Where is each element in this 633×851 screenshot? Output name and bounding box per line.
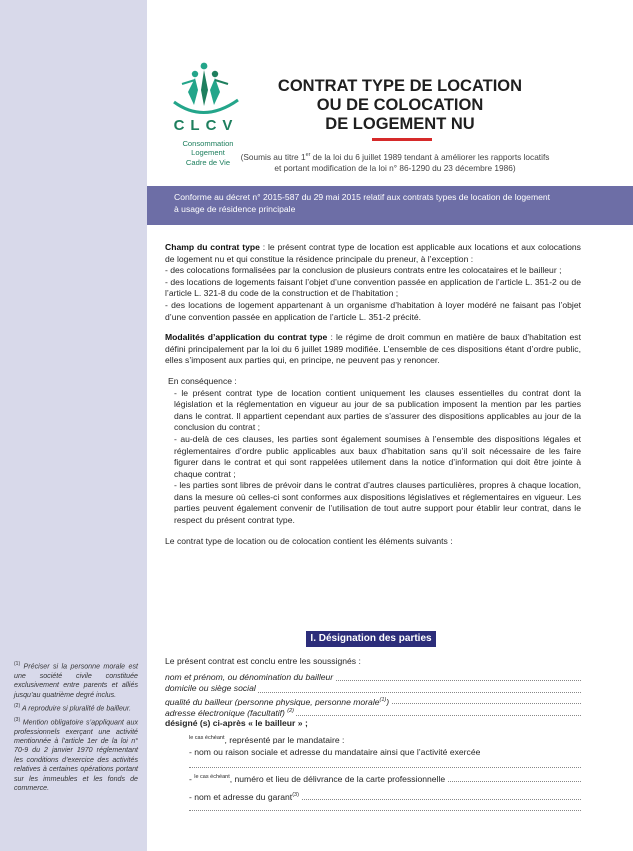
consequence-item: - les parties sont libres de prévoir dans le contrat d’autres clauses particulières, propres à chaque location, dans la mesure où celles-ci sont conformes aux dispositions législatives et réglementaires en vigueur. Les parties peuvent également convenir de l’utilisation de tout autre support pour établir leur contrat, dans le respect du présent contrat type. — [174, 480, 581, 526]
document-title: CONTRAT TYPE DE LOCATION OU DE COLOCATION DE LOGEMENT NU — [277, 77, 523, 133]
bailleur-domicile-field[interactable]: domicile ou siège social — [165, 683, 581, 695]
left-sidebar — [0, 0, 147, 851]
footnote-1: $^{(1)}$ Préciser si la personne morale est une société civile constituée exclusivement entre parents et alliés jusqu’au quatrième degré inclus. — [14, 661, 138, 699]
logo-tagline: Consommation Logement Cadre de Vie — [182, 139, 234, 167]
bailleur-name-field[interactable]: nom et prénom, ou dénomination du bailleur — [165, 672, 581, 684]
consequence-item: - au-delà de ces clauses, les parties sont également soumises à l’ensemble des dispositions légales et réglementaires d’ordre public applicables aux baux d’habitation sans qu’il soit nécessaire de les faire figurer dans le contrat et qui sont rappelées utilement dans la notice d’information qui doit être jointe à chaque contrat ; — [174, 433, 581, 479]
footnote-2: $^{(2)}$ A reproduire si pluralité de bailleur. — [14, 702, 131, 713]
footnote-3: $^{(3)}$ Mention obligatoire s’appliquant aux professionnels exerçant une activité mentionnée à l’article 1er de la loi n° 70-9 du 2 janvier 1970 réglementant les conditions d’exercice des activités relatives à certaines opérations portant sur les immeubles et les fonds de commerce. — [14, 716, 138, 792]
champ-item: - des locations de logements faisant l’objet d’une convention passée en application de l’article L. 351-2 ou de l’article L. 321-8 du code de la construction et de l’habitation ; — [165, 276, 581, 299]
parties-form — [165, 656, 581, 813]
consequence-intro: En conséquence : — [168, 375, 237, 386]
carte-field[interactable]: - $^{le cas échéant}$, numéro et lieu de délivrance de la carte professionnelle — [165, 772, 581, 784]
footnotes — [14, 660, 138, 795]
garant-dotted-line[interactable] — [189, 802, 581, 814]
mandataire-dotted-line[interactable] — [189, 759, 581, 771]
designe-line: désigné (s) ci-après « le bailleur » ; — [165, 717, 308, 728]
elements-line: Le contrat type de location ou de colocation contient les éléments suivants : — [165, 535, 453, 546]
bailleur-qualite-field[interactable]: qualité du bailleur (personne physique, personne morale$^{(1)}$) — [165, 695, 581, 707]
main-text — [165, 242, 581, 547]
champ-item: - des locations de logement appartenant à un organisme d’habitation à loyer modéré ne faisant pas l’objet d’une convention passée en application de l’article L. 351-2 précité. — [165, 299, 581, 322]
title-underline — [372, 138, 432, 141]
modalites-paragraph: Modalités d’application du contrat type : le régime de droit commun en matière de baux d’habitation est défini principalement par la loi du 6 juillet 1989 modifiée. L’ensemble de ces dispositions étant d’ordre public, elles s’imposent aux parties qui, en principe, ne peuvent pas y renoncer. — [165, 332, 581, 366]
champ-paragraph: Champ du contrat type : le présent contrat type de location est applicable aux locations et aux colocations de logement nu et qui constitue la résidence principale du preneur, à l’exception : — [165, 242, 581, 264]
section-heading: I. Désignation des parties — [306, 631, 436, 647]
bailleur-email-field[interactable]: adresse électronique (facultatif) $^{(2)}$ — [165, 706, 581, 718]
decree-banner: Conforme au décret n° 2015-587 du 29 mai 2015 relatif aux contrats types de location de logement à usage de résidence principale — [147, 186, 633, 225]
represente-line: $^{le cas échéant}$, représenté par le mandataire : — [189, 734, 345, 745]
form-intro: Le présent contrat est conclu entre les soussignés : — [165, 656, 361, 666]
clcv-emblem-icon — [168, 60, 244, 116]
logo-letters: CLCV — [173, 117, 239, 134]
garant-field[interactable]: - nom et adresse du garant$^{(3)}$ — [165, 790, 581, 802]
champ-item: - des colocations formalisées par la conclusion de plusieurs contrats entre les colocataires et le bailleur ; — [165, 265, 562, 276]
mandataire-field[interactable]: - nom ou raison sociale et adresse du mandataire ainsi que l’activité exercée — [189, 747, 481, 758]
consequence-item: - le présent contrat type de location contient uniquement les clauses essentielles du contrat dont la législation et la réglementation en vigueur au jour de sa publication imposent la mention par les parties dans le contrat. Il appartient cependant aux parties de s’assurer des dispositions applicables au jour de la conclusion du contrat ; — [174, 387, 581, 433]
document-subtitle: (Soumis au titre 1er de la loi du 6 juillet 1989 tendant à améliorer les rapports locatifs et portant modification de la loi n° 86-1290 du 23 décembre 1986) — [240, 151, 550, 173]
